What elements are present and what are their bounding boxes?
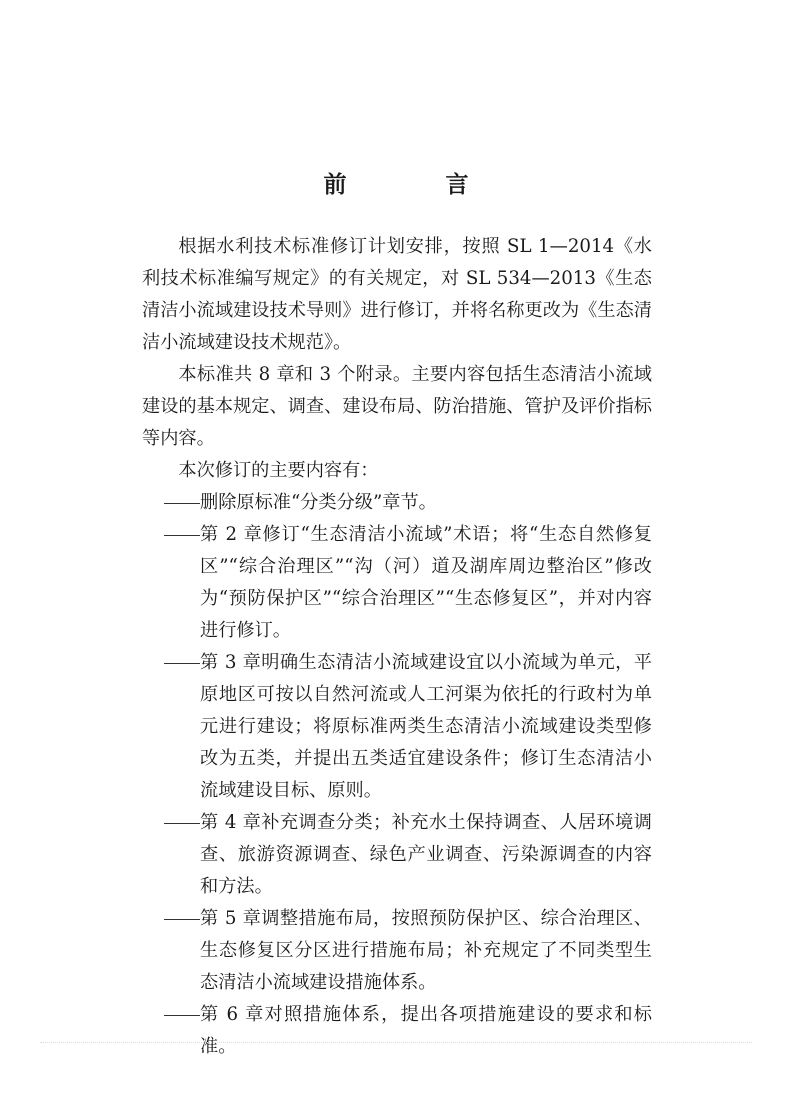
revision-item-text: 第 2 章修订“生态清洁小流域”术语；将“生态自然修复区”“综合治理区”“沟（河）道及湖库周边整治区”修改为“预防保护区”“综合治理区”“生态修复区”，并对内容进行修订。 bbox=[200, 524, 652, 641]
dash-marker bbox=[164, 807, 200, 839]
revision-item bbox=[142, 519, 652, 647]
dash-marker bbox=[164, 519, 200, 551]
dash-marker bbox=[164, 487, 200, 519]
revision-item bbox=[142, 903, 652, 999]
paragraph-content-summary: 本标准共 8 章和 3 个附录。主要内容包括生态清洁小流域建设的基本规定、调查、建设布局、防治措施、管护及评价指标等内容。 bbox=[142, 364, 652, 449]
paragraph-revision-basis: 根据水利技术标准修订计划安排，按照 SL 1—2014《水利技术标准编写规定》的有关规定，对 SL 534—2013《生态清洁小流域建设技术导则》进行修订，并将名称更改为《生态清洁小流域建设技术规范》。 bbox=[142, 236, 652, 353]
revision-item bbox=[142, 487, 652, 519]
revision-item-text: 第 3 章明确生态清洁小流域建设宜以小流域为单元，平原地区可按以自然河流或人工河渠为依托的行政村为单元进行建设；将原标准两类生态清洁小流域建设类型修改为五类，并提出五类适宜建设条件；修订生态清洁小流域建设目标、原则。 bbox=[200, 652, 652, 801]
revision-item-text: 第 4 章补充调查分类；补充水土保持调查、人居环境调查、旅游资源调查、绿色产业调查、污染源调查的内容和方法。 bbox=[200, 812, 652, 897]
footer-divider bbox=[40, 1042, 752, 1043]
dash-marker bbox=[164, 647, 200, 679]
revision-lead: 本次修订的主要内容有： bbox=[178, 460, 379, 481]
revision-item bbox=[142, 647, 652, 807]
revision-item-text: 第 6 章对照措施体系，提出各项措施建设的要求和标准。 bbox=[200, 1004, 652, 1057]
revision-item bbox=[142, 807, 652, 903]
revision-item bbox=[142, 999, 652, 1063]
dash-marker bbox=[164, 903, 200, 935]
revision-item-text: 第 5 章调整措施布局，按照预防保护区、综合治理区、生态修复区分区进行措施布局；补充规定了不同类型生态清洁小流域建设措施体系。 bbox=[200, 908, 652, 993]
revision-item-text: 删除原标准“分类分级”章节。 bbox=[200, 492, 437, 513]
page-title: 前 言 bbox=[323, 172, 507, 198]
preface-body bbox=[142, 231, 652, 1063]
dash-marker bbox=[164, 999, 200, 1031]
